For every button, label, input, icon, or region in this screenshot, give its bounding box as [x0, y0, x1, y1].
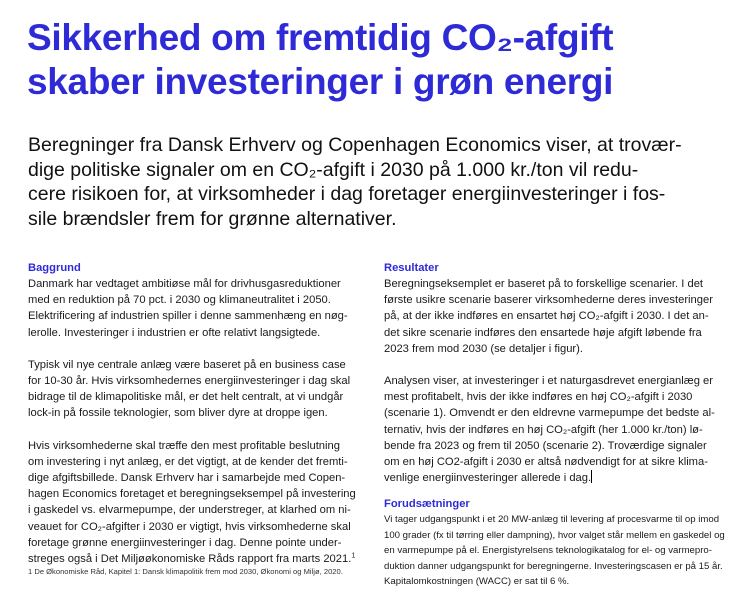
body-line: foretage grønne energiinvesteringer i dag. Denne pointe under- [28, 536, 342, 549]
title-line-2: skaber investeringer i grøn energi [27, 61, 614, 102]
body-line: om investering i nyt anlæg, er det vigtigt, at de kender det fremti- [28, 455, 348, 468]
body-line: veauet for CO₂-afgifter i 2030 er vigtigt, hvis virksomhederne skal [28, 520, 351, 533]
lead-line: dige politiske signaler om en CO₂-afgift i 2030 på 1.000 kr./ton vil redu- [28, 158, 639, 181]
body-line: på, at der ikke indføres en ensartet høj CO₂-afgift i 2030. I det an- [384, 310, 709, 323]
body-line: i gaskedel vs. elvarmepumpe, der understreger, at klarhed om ni- [28, 504, 351, 517]
body-line [384, 470, 719, 486]
lead-line: sile brændsler frem for grønne alternativer. [28, 207, 397, 230]
body-line-text: venlige energiinvesteringer allerede i dag. [384, 472, 592, 485]
body-line: dige afgiftsbillede. Dansk Erhverv har i samarbejde med Copen- [28, 472, 346, 485]
body-line: første usikre scenarie baserer virksomhederne deres investeringer [384, 294, 713, 307]
lead-line: cere risikoen for, at virksomheder i dag foretager energiinvesteringer i fos- [28, 183, 666, 205]
body-line: om en høj CO2-afgift i 2030 er altså nødvendigt for at sikre klima- [384, 456, 708, 469]
page-title [27, 16, 727, 104]
body-line: Typisk vil nye centrale anlæg være baseret på en business case [28, 358, 346, 371]
body-line: Hvis virksomhederne skal træffe den mest profitable beslutning [28, 439, 340, 452]
body-line: Kapitalomkostningen (WACC) er sat til 6 %. [384, 576, 570, 588]
body-line: bidrage til de klimapolitiske mål, er det helt centralt, at vi undgår [28, 391, 344, 404]
footnote-ref: 1 [351, 550, 356, 560]
section-heading-baggrund: Baggrund [28, 262, 81, 274]
body-line: (scenarie 1). Omvendt er den eldrevne varmepumpe det bedste al- [384, 407, 715, 420]
body-line: Elektrificering af industrien spiller i denne sammenhæng en nøg- [28, 310, 348, 323]
body-line-text: streges også i Det Miljøøkonomiske Råds rapport fra marts 2021 [28, 553, 349, 566]
body-line: mest profitabelt, hvis der ikke indføres en høj CO₂-afgift i 2030 [384, 391, 693, 404]
lead-line: Beregninger fra Dansk Erhverv og Copenhagen Economics viser, at trovær- [28, 134, 682, 156]
body-line: en varmepumpe på el. Energistyrelsens teknologikatalog for el- og varmepro- [384, 545, 712, 557]
lead-paragraph [28, 133, 728, 231]
body-line: Beregningseksemplet er baseret på to forskellige scenarier. I det [384, 278, 704, 290]
section-heading-resultater: Resultater [384, 262, 439, 274]
body-line: lock-in på fossile teknologier, som bliver dyre at droppe igen. [28, 407, 328, 420]
body-line: bende fra 2023 og frem til 2050 (scenarie 2). Troværdige signaler [384, 439, 707, 452]
left-column [28, 260, 363, 567]
right-column [384, 260, 725, 590]
body-line: 2023 frem mod 2030 (se detaljer i figur). [384, 342, 583, 355]
body-line: lerolle. Investeringer i industrien er ofte relativt langsigtede. [28, 326, 321, 339]
body-line: for 10-30 år. Hvis virksomhedernes energiinvesteringer i dag skal [28, 375, 351, 388]
body-line: det sikre scenarie indføres den ensartede høje afgift løbende fra [384, 326, 702, 339]
body-line: Danmark har vedtaget ambitiøse mål for drivhusgasreduktioner [28, 278, 341, 290]
body-line: Analysen viser, at investeringer i et naturgasdrevet energianlæg er [384, 375, 713, 388]
body-line: ternativ, hvis der indføres en høj CO₂-afgift (her 1.000 kr./ton) lø- [384, 423, 703, 436]
body-line: streges også i Det Miljøøkonomiske Råds rapport fra marts 2021.$^1$ [28, 550, 356, 566]
section-heading-forudsaetninger: Forudsætninger [384, 498, 470, 511]
body-line: hagen Economics foretaget et beregningseksempel på investering [28, 488, 356, 501]
body-line: med en reduktion på 70 pct. i 2030 og klimaneutralitet i 2050. [28, 294, 331, 307]
text-cursor [591, 470, 592, 483]
body-line: duktion danner udgangspunkt for beregningerne. Investeringscasen er på 15 år. [384, 560, 723, 572]
title-line-1: Sikkerhed om fremtidig CO₂-afgift [27, 17, 614, 58]
body-line: Vi tager udgangspunkt i et 20 MW-anlæg til levering af procesvarme til op imod [384, 514, 720, 526]
body-line: 100 grader (fx til tørring eller dampning), hvor valget står mellem en gaskedel og [384, 529, 725, 541]
footnote: 1 De Økonomiske Råd, Kapitel 1: Dansk klimapolitik frem mod 2030, Økonomi og Miljø, 2020. [28, 567, 343, 576]
